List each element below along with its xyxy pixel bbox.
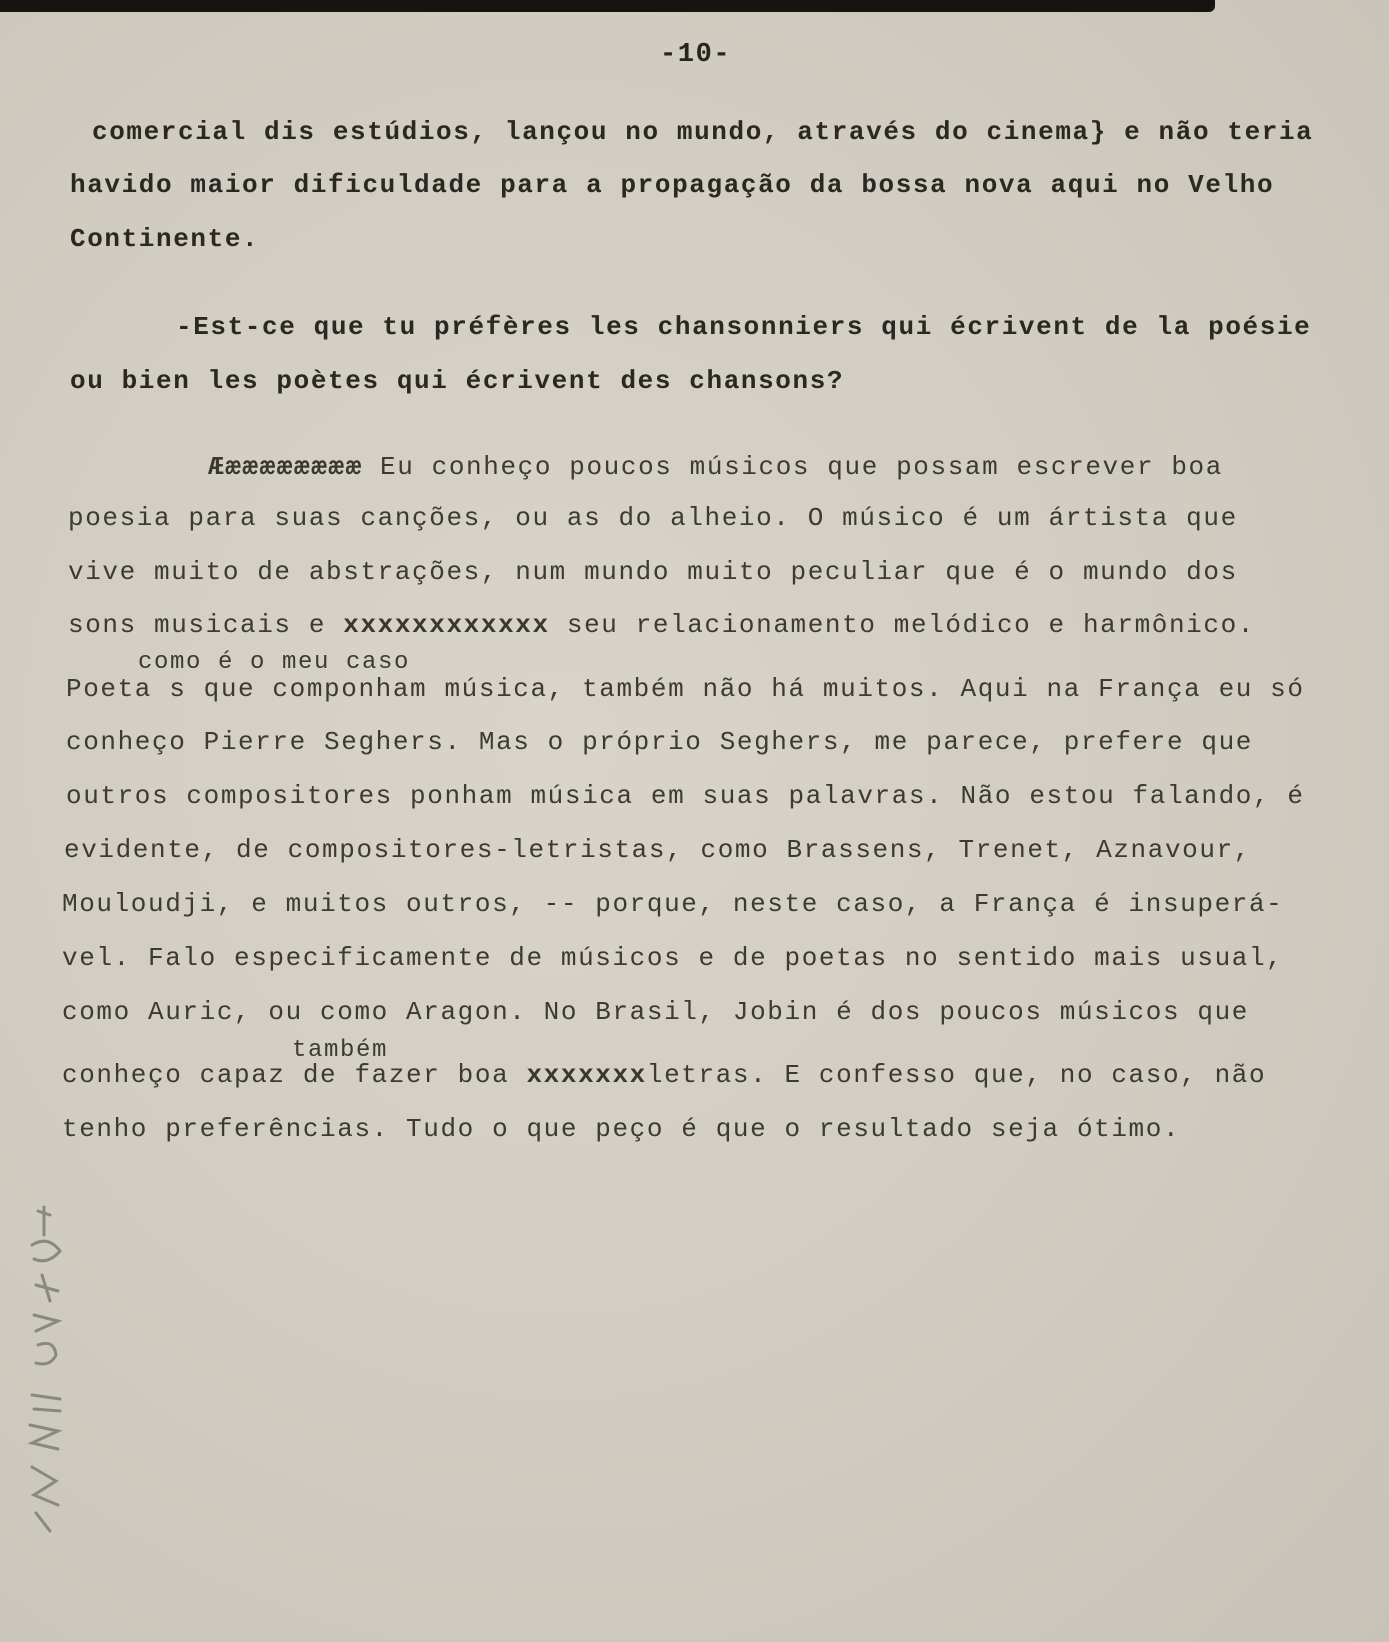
answer-line1-text: Eu conheço poucos músicos que possam escrever boa [362,452,1223,482]
question-line2: ou bien les poètes qui écrivent des chansons? [70,366,845,396]
question-line1: -Est-ce que tu préfères les chansonniers qui écrivent de la poésie [176,312,1312,342]
answer-line7: outros compositores ponham música em suas palavras. Não estou falando, é [66,781,1305,811]
paragraph1-line3: Continente. [70,224,260,254]
answer-line4-end: seu relacionamento melódico e harmônico. [549,610,1255,640]
answer-line10: vel. Falo especificamente de músicos e de poetas no sentido mais usual, [62,943,1284,973]
answer-line5: Poeta s que componham música, também não há muitos. Aqui na França eu só [66,674,1305,704]
answer-line2: poesia para suas canções, ou as do alheio. O músico é um ártista que [68,503,1238,533]
interlinear-insert-tambem: também [292,1037,389,1064]
strikeout-text: xxxxxxx [526,1060,647,1090]
answer-line12-end: letras. E confesso que, no caso, não [646,1060,1267,1090]
handwritten-margin-annotation [20,1205,70,1535]
answer-line4 [68,610,1255,640]
answer-line9: Mouloudji, e muitos outros, -- porque, neste caso, a França é insuperá- [62,889,1284,919]
answer-line12 [62,1060,1266,1090]
answer-line1 [208,452,1223,482]
paragraph1-line1: comercial dis estúdios, lançou no mundo, através do cinema} e não teria [92,117,1314,147]
strikeout-text: Æææææææææ [208,452,363,482]
answer-line6: conheço Pierre Seghers. Mas o próprio Seghers, me parece, prefere que [66,727,1253,757]
answer-line3: vive muito de abstrações, num mundo muito peculiar que é o mundo dos [68,557,1238,587]
answer-line13: tenho preferências. Tudo o que peço é que o resultado seja ótimo. [62,1114,1181,1144]
page-number: -10- [660,40,732,70]
page-top-edge [0,0,1215,12]
paragraph1-line2: havido maior dificuldade para a propagação da bossa nova aqui no Velho [70,170,1275,200]
answer-line12-start: conheço capaz de fazer boa [62,1060,527,1090]
answer-line4-start: sons musicais e [68,610,344,640]
answer-line11: como Auric, ou como Aragon. No Brasil, Jobin é dos poucos músicos que [62,997,1249,1027]
strikeout-text: xxxxxxxxxxxx [343,610,550,640]
interlinear-insert: como é o meu caso [138,649,411,676]
answer-line8: evidente, de compositores-letristas, como Brassens, Trenet, Aznavour, [64,835,1251,865]
